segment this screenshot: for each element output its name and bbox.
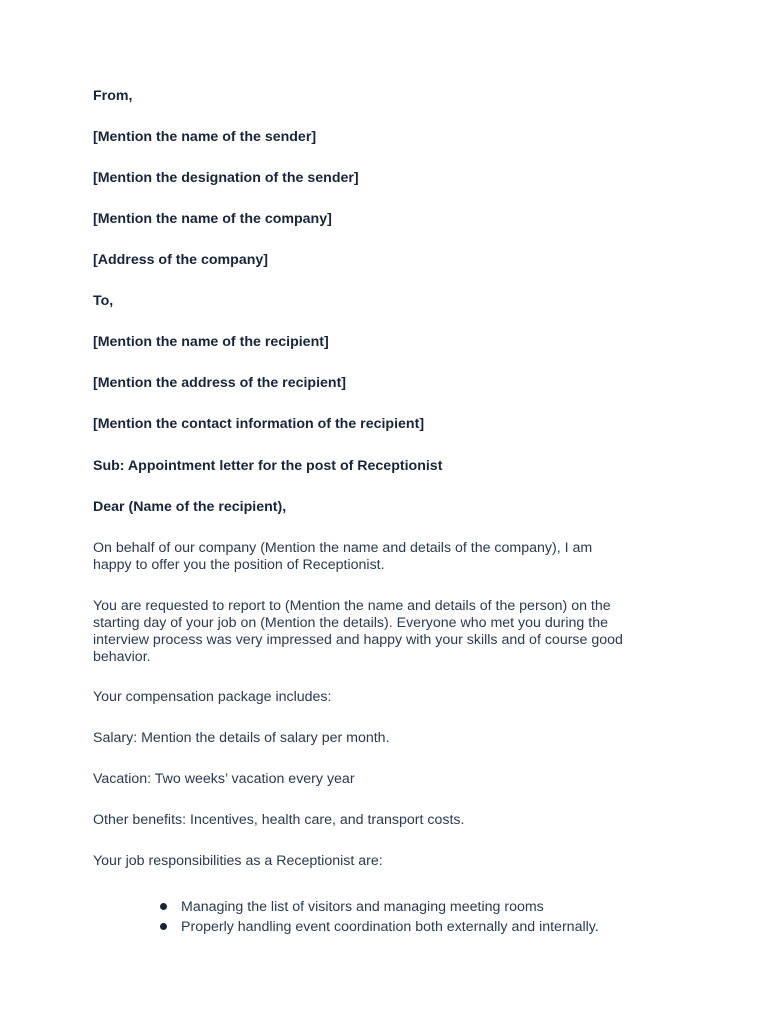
vacation-line: Vacation: Two weeks’ vacation every year <box>93 771 355 787</box>
to-label: To, <box>93 293 114 309</box>
reporting-paragraph <box>93 598 683 666</box>
subject-line: Sub: Appointment letter for the post of Receptionist <box>93 458 443 474</box>
recipient-name: [Mention the name of the recipient] <box>93 334 329 350</box>
paragraph-line: interview process was very impressed and happy with your skills and of course good <box>93 632 623 648</box>
list-item <box>93 897 599 917</box>
from-label: From, <box>93 88 133 104</box>
list-item <box>93 917 599 937</box>
paragraph-line: happy to offer you the position of Receptionist. <box>93 557 385 573</box>
bullet-icon <box>160 903 167 910</box>
benefits-line: Other benefits: Incentives, health care, and transport costs. <box>93 812 465 828</box>
list-item-text: Properly handling event coordination both externally and internally. <box>181 919 599 935</box>
paragraph-line: behavior. <box>93 649 151 665</box>
compensation-intro: Your compensation package includes: <box>93 689 332 705</box>
responsibilities-intro: Your job responsibilities as a Receptionist are: <box>93 853 383 869</box>
salutation: Dear (Name of the recipient), <box>93 499 287 515</box>
sender-name: [Mention the name of the sender] <box>93 129 317 145</box>
responsibilities-list <box>93 897 599 937</box>
paragraph-line: starting day of your job on (Mention the details). Everyone who met you during the <box>93 615 608 631</box>
sender-designation: [Mention the designation of the sender] <box>93 170 359 186</box>
sender-address: [Address of the company] <box>93 252 269 268</box>
salary-line: Salary: Mention the details of salary per month. <box>93 730 390 746</box>
sender-company: [Mention the name of the company] <box>93 211 332 227</box>
recipient-contact: [Mention the contact information of the recipient] <box>93 416 425 432</box>
offer-paragraph <box>93 540 683 574</box>
bullet-icon <box>160 923 167 930</box>
recipient-address: [Mention the address of the recipient] <box>93 375 347 391</box>
paragraph-line: On behalf of our company (Mention the name and details of the company), I am <box>93 540 593 556</box>
list-item-text: Managing the list of visitors and managing meeting rooms <box>181 899 544 915</box>
paragraph-line: You are requested to report to (Mention the name and details of the person) on the <box>93 598 611 614</box>
